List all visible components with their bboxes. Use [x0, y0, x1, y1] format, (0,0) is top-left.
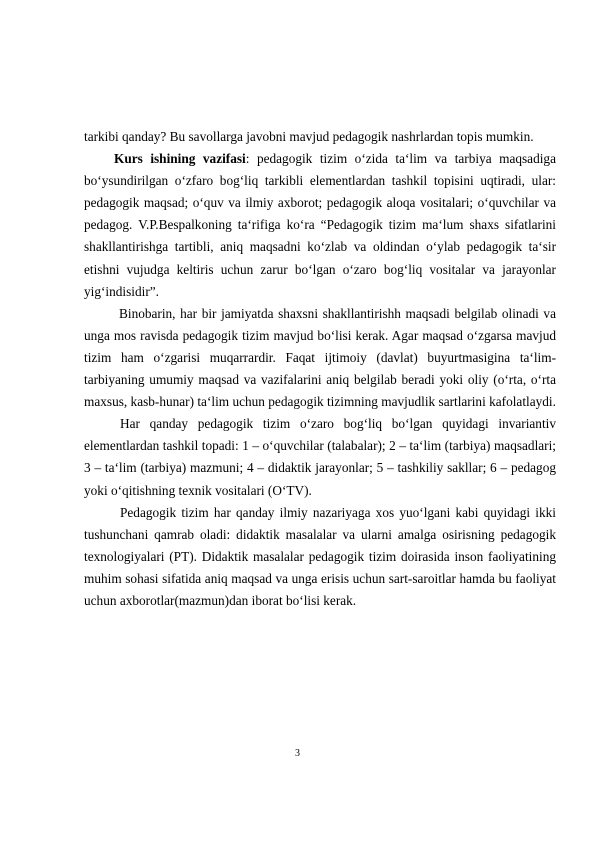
paragraph-2 — [84, 148, 556, 303]
page-number: 3 — [295, 748, 300, 759]
paragraph-1: tarkibi qanday? Bu savollarga javobni mavjud pedagogik nashrlardan topis mumkin. — [84, 129, 534, 144]
paragraph-2-heading: Kurs ishining vazifasi — [114, 151, 246, 167]
paragraph-2-text: : pedagogik tizim o‘zida ta‘lim va tarbiya maqsadiga bo‘ysundirilgan o‘zfaro bog‘liq tarkibli elementlardan tashkil topisini uqtiradi, ular: pedagogik maqsad; o‘quv va ilmiy axborot; pedagogik aloqa vositalari; o‘quvchilar va pedagog. V.P.Bespalkoning ta‘rifiga ko‘ra “Pedagogik tizim ma‘lum shaxs sifatlarini shakllantirishga tartibli, aniq maqsadni ko‘zlab va oldindan o‘ylab pedagogik ta‘sir etishni vujudga keltiris uchun zarur bo‘lgan o‘zaro bog‘liq vositalar va jarayonlar yig‘indisidir”. — [84, 151, 556, 299]
paragraph-5: Pedagogik tizim har qanday ilmiy nazariyaga xos yuo‘lgani kabi quyidagi ikki tushunchani qamrab oladi: didaktik masalalar va ularni amalga osirisning pedagogik texnologiyalari (PT). Didaktik masalalar pedagogik tizim doirasida inson faoliyatining muhim sohasi sifatida aniq maqsad va unga erisis uchun sart-saroitlar hamda bu faoliyat uchun axborotlar(mazmun)dan iborat bo‘lisi kerak. — [84, 504, 556, 608]
paragraph-4: Har qanday pedagogik tizim o‘zaro bog‘liq bo‘lgan quyidagi invariantiv elementlardan tashkil topadi: 1 – o‘quvchilar (talabalar); 2 – ta‘lim (tarbiya) maqsadlari; 3 – ta‘lim (tarbiya) mazmuni; 4 – didaktik jarayonlar; 5 – tashkiliy sakllar; 6 – pedagog yoki o‘qitishning texnik vositalari (O‘TV). — [84, 416, 556, 498]
body-text — [84, 126, 556, 612]
paragraph-3: Binobarin, har bir jamiyatda shaxsni shakllantirishh maqsadi belgilab olinadi va unga mos ravisda pedagogik tizim mavjud bo‘lisi kerak. Agar maqsad o‘zgarsa mavjud tizim ham o‘zgarisi muqarrardir. Faqat ijtimoiy (davlat) buyurtmasigina ta‘lim-tarbiyaning umumiy maqsad va vazifalarini aniq belgilab beradi yoki oliy (o‘rta, o‘rta maxsus, kasb-hunar) ta‘lim uchun pedagogik tizimning mavjudlik sartlarini kafolatlaydi. — [84, 305, 556, 410]
